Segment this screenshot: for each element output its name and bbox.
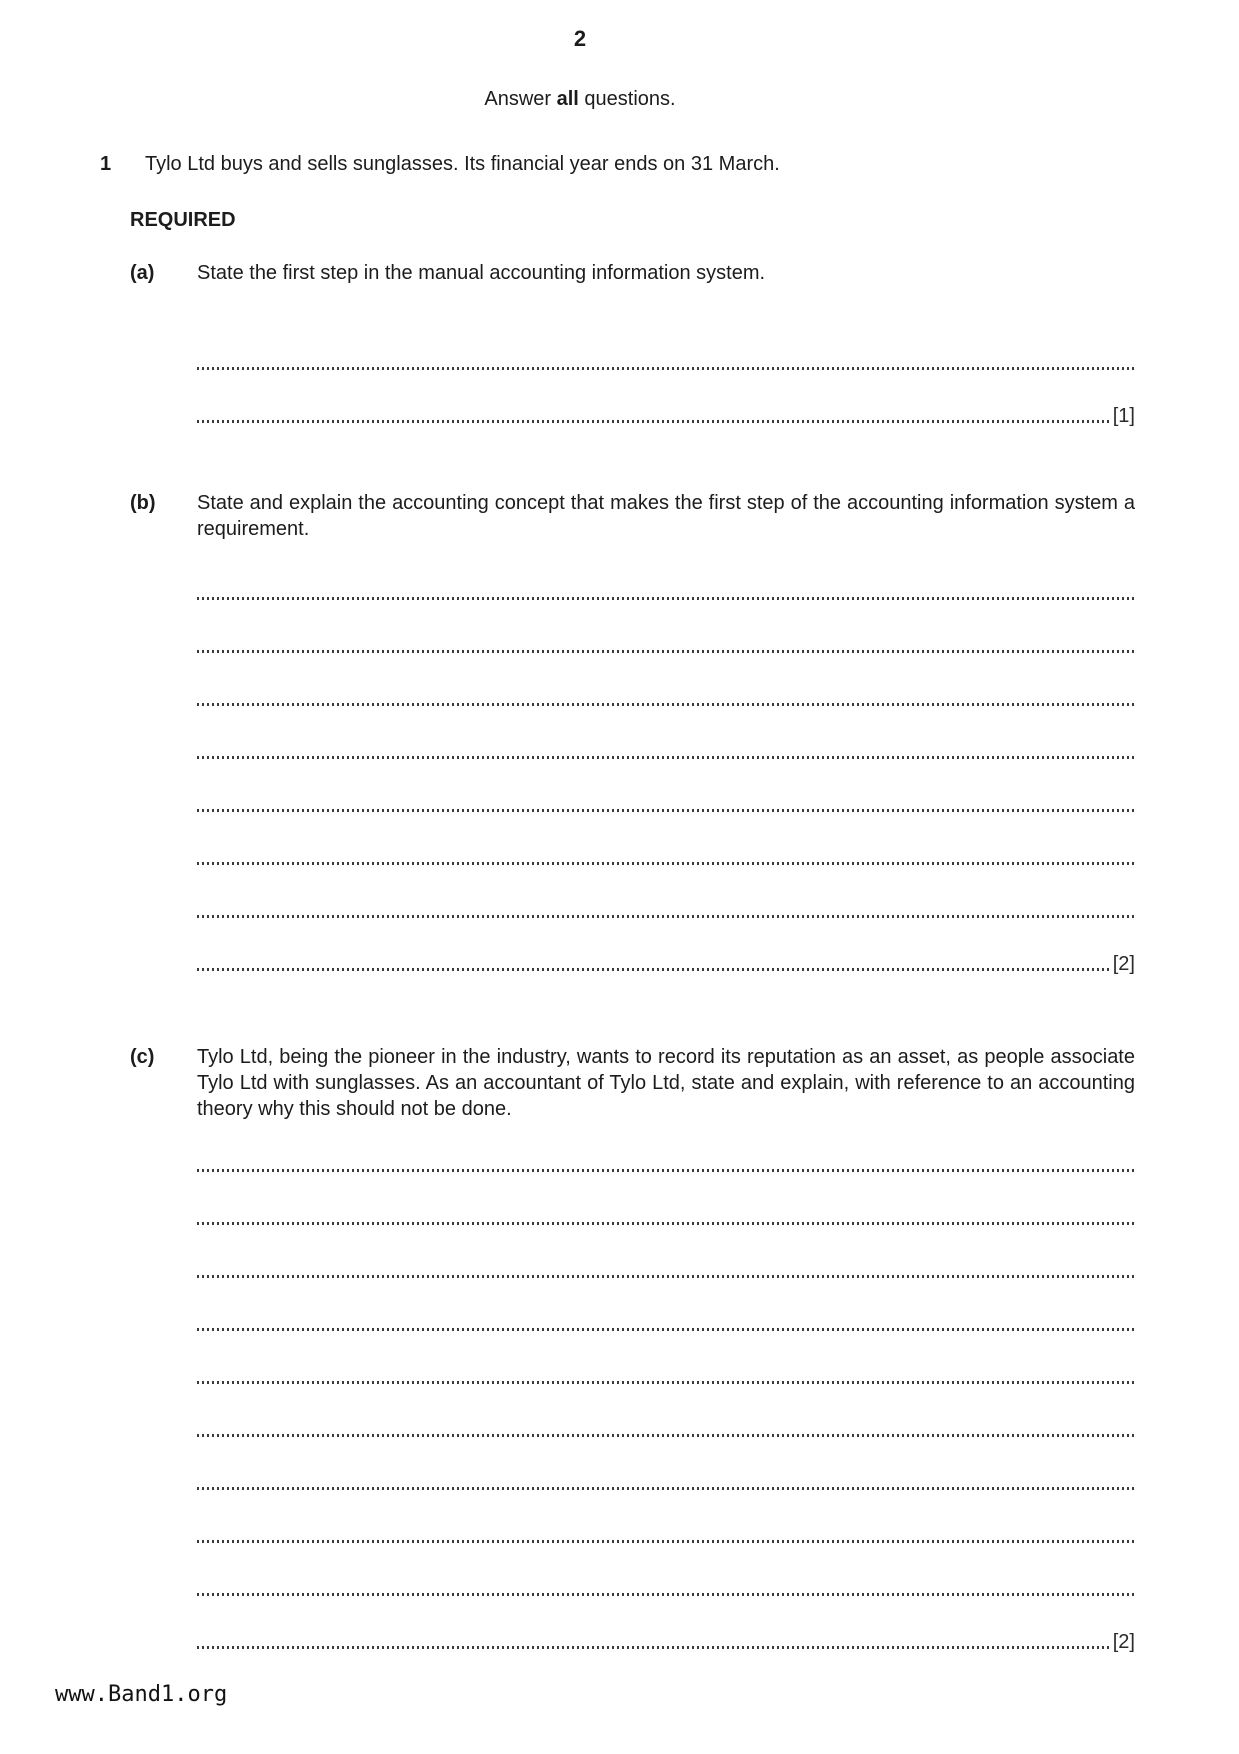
footer-watermark: www.Band1.org bbox=[55, 1682, 228, 1707]
marks-label: [2] bbox=[1112, 1631, 1135, 1653]
dotted-rule bbox=[197, 1222, 1135, 1225]
part-b-text: State and explain the accounting concept that makes the first step of the accounting information system a requirement. bbox=[197, 492, 1135, 540]
dotted-rule bbox=[197, 862, 1135, 865]
answer-line bbox=[197, 373, 1135, 426]
answer-line bbox=[197, 921, 1135, 974]
question-part-b bbox=[130, 490, 1239, 974]
dotted-rule bbox=[197, 915, 1135, 918]
instruction-suffix: questions. bbox=[578, 88, 676, 110]
instruction-bold-word: all bbox=[556, 88, 579, 110]
answer-line bbox=[197, 1175, 1135, 1228]
dotted-rule bbox=[197, 1540, 1135, 1543]
dotted-rule bbox=[197, 1169, 1135, 1172]
required-label: REQUIRED bbox=[130, 209, 236, 231]
answer-line bbox=[197, 868, 1135, 921]
question-1 bbox=[0, 151, 1239, 177]
dotted-rule bbox=[197, 1434, 1135, 1437]
question-parts bbox=[0, 260, 1239, 1652]
dotted-rule bbox=[197, 703, 1135, 706]
dotted-rule bbox=[197, 1646, 1110, 1649]
dotted-rule bbox=[197, 1328, 1135, 1331]
question-intro: Tylo Ltd buys and sells sunglasses. Its financial year ends on 31 March. bbox=[145, 153, 780, 175]
dotted-rule bbox=[197, 597, 1135, 600]
part-c-answer-area bbox=[197, 1122, 1135, 1652]
answer-line bbox=[197, 762, 1135, 815]
answer-line bbox=[197, 1387, 1135, 1440]
answer-line bbox=[197, 1334, 1135, 1387]
marks-label: [2] bbox=[1112, 953, 1135, 975]
answer-line bbox=[197, 656, 1135, 709]
dotted-rule bbox=[197, 650, 1135, 653]
part-b-answer-area bbox=[197, 542, 1135, 974]
part-c-text: Tylo Ltd, being the pioneer in the industry, wants to record its reputation as an asset, as people associate Tylo Ltd with sunglasses. As an accountant of Tylo Ltd, state and explain, with reference to an accounting theory why this should not be done. bbox=[197, 1046, 1135, 1120]
dotted-rule bbox=[197, 968, 1110, 971]
answer-line bbox=[197, 815, 1135, 868]
question-part-a bbox=[130, 260, 1239, 426]
answer-line bbox=[197, 1546, 1135, 1599]
answer-line bbox=[197, 1228, 1135, 1281]
instruction-prefix: Answer bbox=[484, 88, 557, 110]
answer-line bbox=[197, 550, 1135, 603]
answer-line bbox=[197, 1122, 1135, 1175]
question-part-c bbox=[130, 1044, 1239, 1652]
answer-line bbox=[197, 603, 1135, 656]
answer-line bbox=[197, 1493, 1135, 1546]
answer-line bbox=[197, 1440, 1135, 1493]
page-number: 2 bbox=[573, 26, 587, 51]
answer-line bbox=[197, 1599, 1135, 1652]
part-a-text: State the first step in the manual accounting information system. bbox=[197, 262, 766, 284]
dotted-rule bbox=[197, 1593, 1135, 1596]
answer-line bbox=[197, 1281, 1135, 1334]
dotted-rule bbox=[197, 1275, 1135, 1278]
dotted-rule bbox=[197, 1487, 1135, 1490]
part-b-label: (b) bbox=[130, 492, 156, 514]
part-a-label: (a) bbox=[130, 262, 155, 284]
dotted-rule bbox=[197, 1381, 1135, 1384]
part-a-answer-area bbox=[197, 286, 1135, 426]
dotted-rule bbox=[197, 420, 1110, 423]
dotted-rule bbox=[197, 756, 1135, 759]
dotted-rule bbox=[197, 809, 1135, 812]
part-c-label: (c) bbox=[130, 1046, 155, 1068]
dotted-rule bbox=[197, 367, 1135, 370]
answer-line bbox=[197, 320, 1135, 373]
answer-line bbox=[197, 709, 1135, 762]
question-number: 1 bbox=[100, 153, 112, 175]
answer-instruction bbox=[0, 88, 1160, 111]
marks-label: [1] bbox=[1112, 405, 1135, 427]
